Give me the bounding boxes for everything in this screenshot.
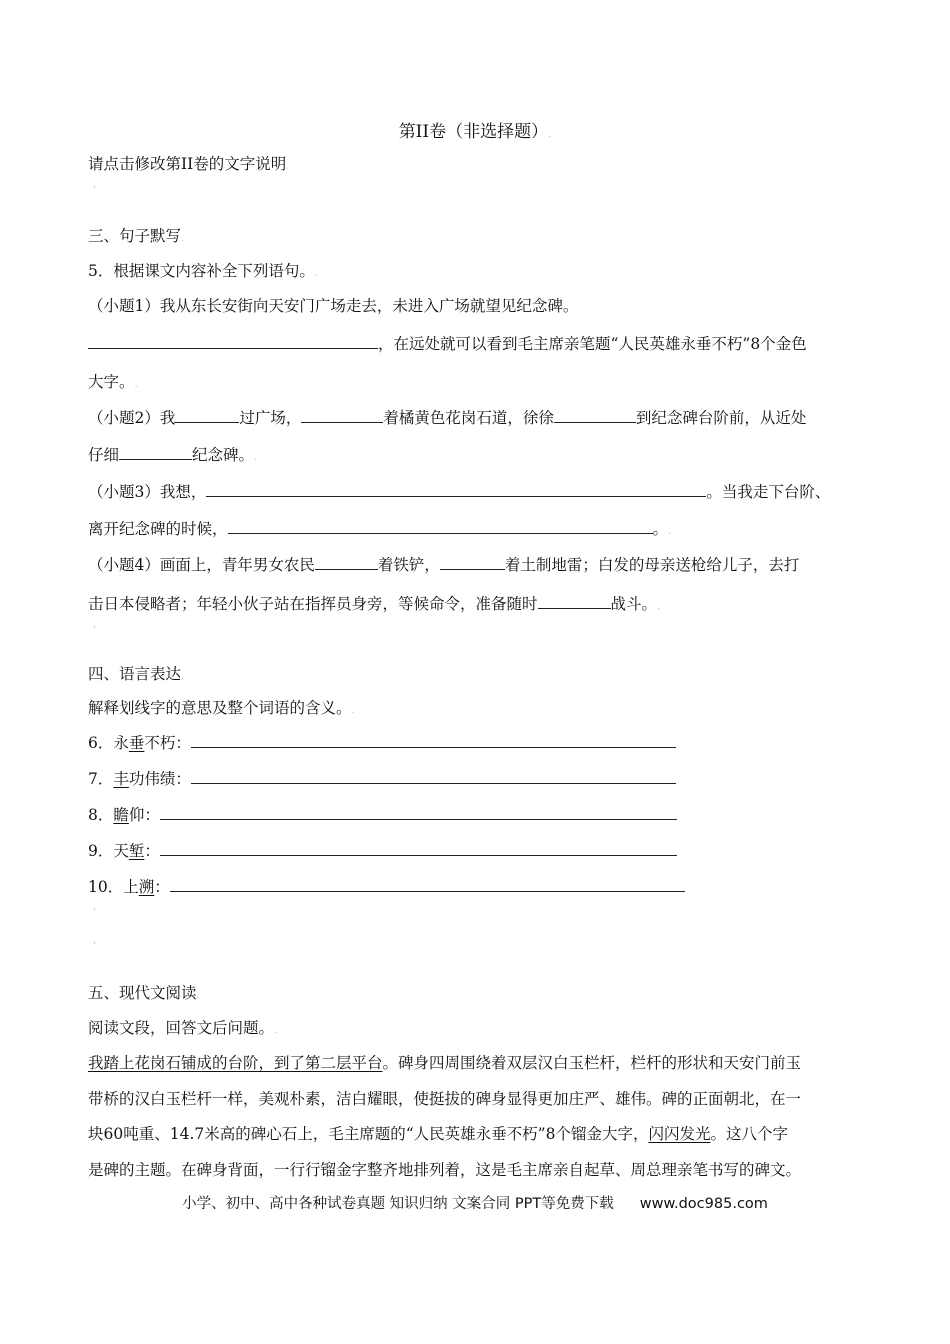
section5-heading-text: 五、现代文阅读 <box>88 984 197 1002</box>
page-title: 第II卷（非选择题）. <box>398 122 552 142</box>
q5-sub2-d: 到纪念碑台阶前，从近处 <box>635 409 807 427</box>
section3-heading-text: 三、句子默写 <box>88 227 182 245</box>
q5-sub4-c: 着土制地雷；白发的母亲送枪给儿子，去打 <box>504 556 800 574</box>
answer-blank[interactable] <box>191 733 676 748</box>
answer-blank[interactable] <box>228 519 653 534</box>
q10-post: ： <box>154 878 170 896</box>
answer-blank[interactable] <box>119 445 192 460</box>
q5-sub2-c: 着橘黄色花岗石道，徐徐 <box>383 409 554 427</box>
answer-blank[interactable] <box>440 555 505 570</box>
paragraph-mark: ˌ <box>93 620 96 630</box>
q5-sub1-cont: ，在远处就可以看到毛主席亲笔题“人民英雄永垂不朽”8个金色 <box>378 335 807 353</box>
q6-underlined: 垂 <box>128 734 145 752</box>
passage-line-4 <box>88 1160 801 1180</box>
section3-heading: 三、句子默写. <box>88 227 185 245</box>
q9 <box>88 841 677 861</box>
section5-stem: 阅读文段，回答文后问题。. <box>88 1019 278 1037</box>
paragraph-mark: ˌ <box>93 180 96 190</box>
q8-post: 仰： <box>128 806 160 824</box>
q5-sub3-cont: 离开纪念碑的时候， 。. <box>88 520 672 538</box>
answer-blank[interactable] <box>170 877 685 892</box>
q5-sub2-e: 仔细 <box>88 446 120 464</box>
passage-underlined-1: 我踏上花岗石铺成的台阶，到了第二层平台 <box>88 1054 383 1072</box>
q8-underlined: 瞻 <box>113 806 129 824</box>
answer-blank[interactable] <box>160 841 677 856</box>
q10-underlined: 溯 <box>138 878 155 896</box>
q5-sub2-a: （小题2）我 <box>88 409 176 427</box>
q5-sub3-b: 。当我走下台阶、 <box>706 483 831 501</box>
passage-line-2 <box>88 1089 801 1109</box>
q5-sub3-d: 。 <box>652 520 669 538</box>
q5-sub1-text: （小题1）我从东长安街向天安门广场走去，未进入广场就望见纪念碑。 <box>88 297 579 315</box>
q7 <box>88 769 676 789</box>
passage-text-2: 带桥的汉白玉栏杆一样，美观朴素，洁白耀眼，使挺拔的碑身显得更加庄严、雄伟。碑的正面朝北，在一 <box>88 1090 802 1108</box>
footer-text: 小学、初中、高中各种试卷真题 知识归纳 文案合同 PPT等免费下载 <box>182 1196 614 1212</box>
passage-text-4: 是碑的主题。在碑身背面，一行行镏金字整齐地排列着，这是毛主席亲自起草、周总理亲笔书写的碑文。 <box>88 1161 802 1179</box>
answer-blank[interactable] <box>160 805 677 820</box>
answer-blank[interactable] <box>191 769 676 784</box>
q10 <box>88 877 685 897</box>
section5-stem-text: 阅读文段，回答文后问题。 <box>88 1019 275 1037</box>
q5-sub2 <box>88 408 806 428</box>
q5-sub4 <box>88 555 799 575</box>
q7-underlined: 丰 <box>113 770 129 788</box>
q5-sub1-end-text: 大字。 <box>88 373 135 391</box>
answer-blank[interactable] <box>315 555 378 570</box>
q5-stem-text: 5．根据课文内容补全下列语句。 <box>88 262 315 280</box>
footer <box>0 1192 950 1213</box>
section5-heading: 五、现代文阅读. <box>88 984 200 1002</box>
q7-post: 功伟绩： <box>128 770 191 788</box>
q6-pre: 6．永 <box>88 734 129 752</box>
paragraph-mark: ˌ <box>93 902 96 912</box>
section4-stem-text: 解释划线字的意思及整个词语的含义。 <box>88 699 352 717</box>
q6 <box>88 733 676 753</box>
q5-sub3 <box>88 482 830 502</box>
answer-blank[interactable] <box>175 408 239 423</box>
paragraph-mark: ˌ <box>93 936 96 946</box>
passage-underlined-2: 闪闪发光 <box>648 1125 711 1143</box>
q5-sub1 <box>88 296 578 316</box>
answer-blank[interactable] <box>554 408 636 423</box>
title-text: 第II卷（非选择题） <box>398 122 549 142</box>
q5-sub4-cont: 击日本侵略者；年轻小伙子站在指挥员身旁，等候命令，准备随时 战斗。. <box>88 595 661 613</box>
q5-sub1-answer-line <box>88 334 807 354</box>
instruction-text[interactable]: 请点击修改第II卷的文字说明. <box>88 155 290 173</box>
q9-underlined: 堑 <box>128 842 145 860</box>
q10-pre: 10．上 <box>88 878 139 896</box>
passage-line-1 <box>88 1053 801 1073</box>
q9-post: ： <box>144 842 160 860</box>
q6-post: 不朽： <box>144 734 191 752</box>
q5-sub4-d: 击日本侵略者；年轻小伙子站在指挥员身旁，等候命令，准备随时 <box>88 595 538 613</box>
passage-text-1: 。碑身四周围绕着双层汉白玉栏杆，栏杆的形状和天安门前玉 <box>382 1054 802 1072</box>
q8 <box>88 805 677 825</box>
q8-pre: 8． <box>88 806 114 824</box>
q5-sub3-c: 离开纪念碑的时候， <box>88 520 228 538</box>
answer-blank[interactable] <box>301 408 383 423</box>
q5-stem: 5．根据课文内容补全下列语句。. <box>88 262 319 280</box>
q5-sub3-a: （小题3）我想， <box>88 483 207 501</box>
footer-site-link[interactable]: www.doc985.com <box>639 1196 768 1212</box>
q5-sub4-e: 战斗。 <box>610 595 658 613</box>
passage-text-3a: 块60吨重、14.7米高的碑心石上，毛主席题的“人民英雄永垂不朽”8个镏金大字， <box>88 1125 649 1143</box>
passage-line-3 <box>88 1124 788 1144</box>
q5-sub2-f: 纪念碑。 <box>192 446 255 464</box>
answer-blank[interactable] <box>88 334 378 349</box>
q5-sub2-cont: 仔细 纪念碑。. <box>88 446 258 464</box>
q5-sub4-a: （小题4）画面上，青年男女农民 <box>88 556 315 574</box>
q5-sub2-b: 过广场， <box>239 409 302 427</box>
instruction-label[interactable]: 请点击修改第II卷的文字说明 <box>88 155 287 173</box>
q7-pre: 7． <box>88 770 114 788</box>
answer-blank[interactable] <box>538 594 611 609</box>
section4-heading: 四、语言表达. <box>88 665 185 683</box>
section4-stem: 解释划线字的意思及整个词语的含义。. <box>88 699 355 717</box>
section4-heading-text: 四、语言表达 <box>88 665 182 683</box>
q9-pre: 9．天 <box>88 842 129 860</box>
q5-sub1-end: 大字。. <box>88 373 138 391</box>
passage-text-3b: 。这八个字 <box>710 1125 788 1143</box>
answer-blank[interactable] <box>206 482 706 497</box>
q5-sub4-b: 着铁铲， <box>377 556 440 574</box>
